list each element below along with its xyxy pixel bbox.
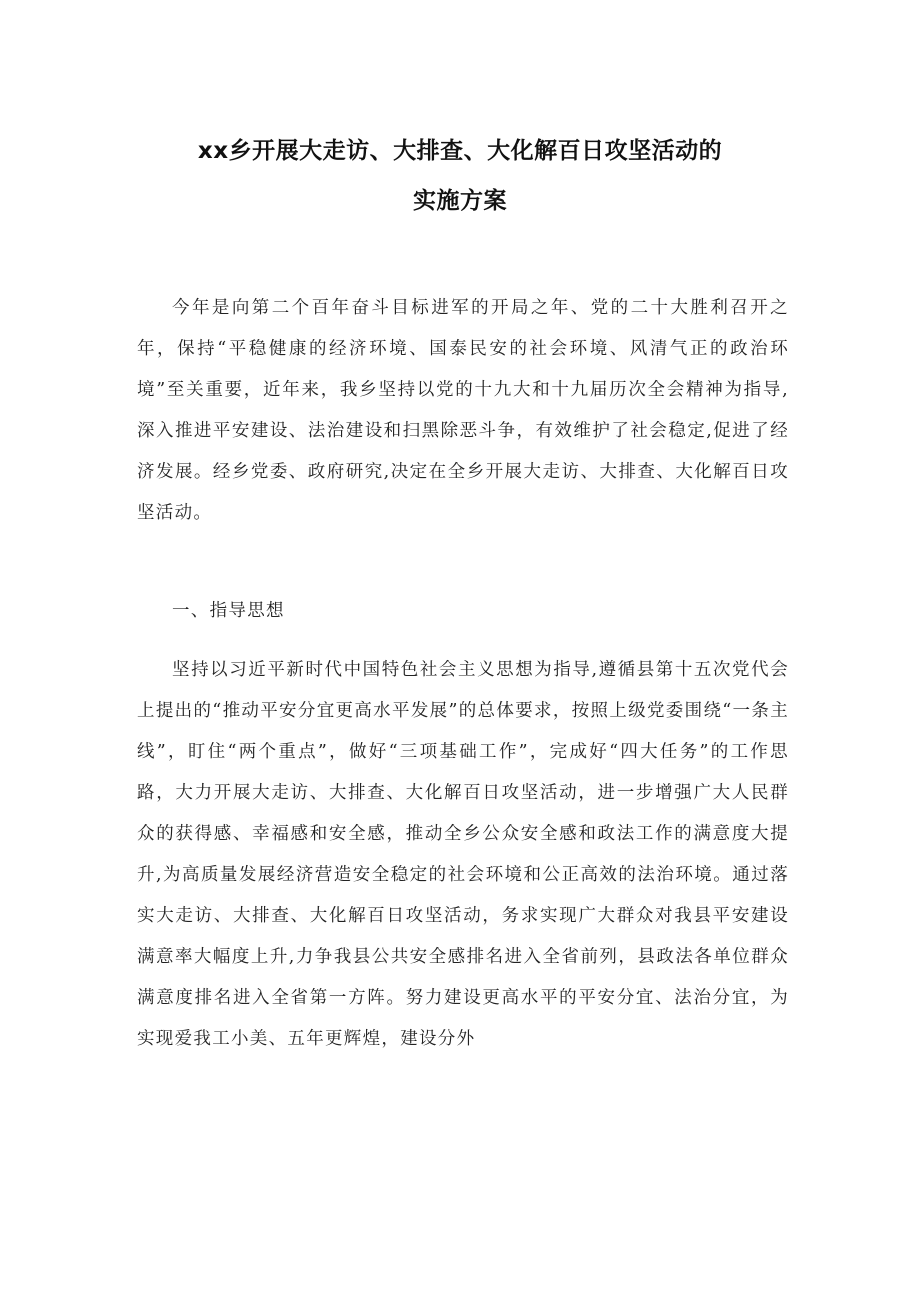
document-title-line-2: 实施方案 <box>413 188 507 214</box>
section-heading-guiding-thought: 一、指导思想 <box>172 601 285 621</box>
document-title-line-1: xx乡开展大走访、大排查、大化解百日攻坚活动的 <box>197 138 723 164</box>
section-paragraph-guiding-thought: 坚持以习近平新时代中国特色社会主义思想为指导,遵循县第十五次党代会上提出的“推动平安分宜更高水平发展”的总体要求，按照上级党委围绕“一条主线”，盯住“两个重点”，做好“三项基础工作”，完成好“四大任务”的工作思路，大力开展大走访、大排查、大化解百日攻坚活动，进一步增强广大人民群众的获得感、幸福感和安全感，推动全乡公众安全感和政法工作的满意度大提升,为高质量发展经济营造安全稳定的社会环境和公正高效的法治环境。通过落实大走访、大排查、大化解百日攻坚活动，务求实现广大群众对我县平安建设满意率大幅度上升,力争我县公共安全感排名进入全省前列，县政法各单位群众满意度排名进入全省第一方阵。努力建设更高水平的平安分宜、法治分宜，为实现爱我工小美、五年更辉煌，建设分外 <box>137 660 789 1049</box>
intro-paragraph: 今年是向第二个百年奋斗目标进军的开局之年、党的二十大胜利召开之年，保持“平稳健康的经济环境、国泰民安的社会环境、风清气正的政治环境”至关重要，近年来，我乡坚持以党的十九大和十九届历次全会精神为指导,深入推进平安建设、法治建设和扫黑除恶斗争，有效维护了社会稳定,促进了经济发展。经乡党委、政府研究,决定在全乡开展大走访、大排查、大化解百日攻坚活动。 <box>137 298 789 523</box>
